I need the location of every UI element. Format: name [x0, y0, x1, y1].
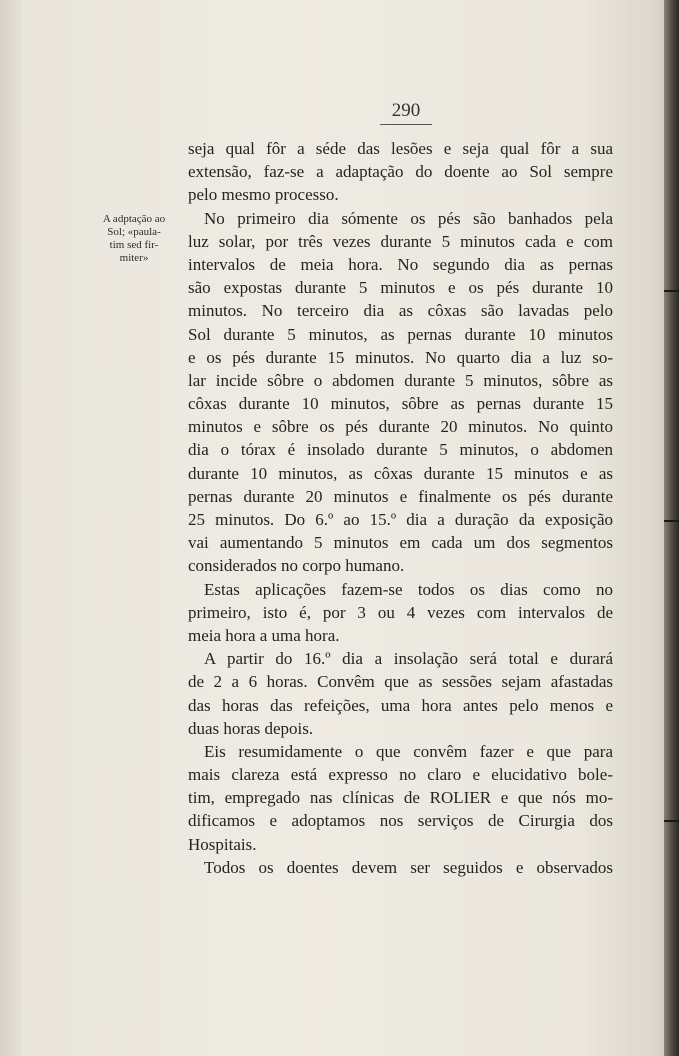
text-line: durante 10 minutos, as côxas durante 15 minutos e as: [188, 463, 613, 483]
edge-mark: [664, 290, 679, 292]
text-line: Eis resumidamente o que convêm fazer e que para: [204, 741, 613, 761]
text-line: seja qual fôr a séde das lesões e seja qual fôr a sua: [188, 139, 613, 158]
text-line: considerados no corpo humano.: [188, 556, 405, 576]
page-number: 290: [391, 100, 421, 121]
text-line: Hospitais.: [188, 834, 257, 854]
text-line: extensão, faz-se a adaptação do doente ao Sol sempre: [188, 162, 613, 182]
text-line: Sol durante 5 minutos, as pernas durante 10 minutos: [188, 324, 613, 344]
text-line: minutos. No terceiro dia as côxas são lavadas pelo: [188, 301, 613, 321]
page-number-rule: [380, 124, 432, 125]
adjacent-page-edge: [664, 0, 679, 1056]
text-line: das horas das refeições, uma hora antes pelo menos e: [188, 695, 613, 715]
text-line: são expostas durante 5 minutos e os pés durante 10: [188, 278, 613, 298]
edge-mark: [664, 820, 679, 822]
text-line: tim, empregado nas clínicas de ROLIER e que nós mo-: [188, 788, 613, 808]
body-text: [188, 137, 613, 879]
margin-note-line: tim sed fir-: [109, 239, 159, 251]
text-line: mais clareza está expresso no claro e elucidativo bole-: [188, 765, 613, 785]
text-line: pelo mesmo processo.: [188, 185, 339, 205]
text-line: primeiro, isto é, por 3 ou 4 vezes com intervalos de: [188, 602, 613, 622]
page-left-edge: [0, 0, 22, 1056]
text-line: e os pés durante 15 minutos. No quarto dia a luz so-: [188, 347, 613, 367]
text-line: dia o tórax é insolado durante 5 minutos, o abdomen: [188, 440, 613, 460]
text-line: A partir do 16.º dia a insolação será total e durará: [204, 649, 613, 669]
text-line: intervalos de meia hora. No segundo dia as pernas: [188, 254, 613, 274]
text-line: Todos os doentes devem ser seguidos e observados: [204, 857, 613, 877]
margin-note-line: A adptação ao: [102, 213, 166, 225]
margin-note-line: miter»: [119, 252, 149, 264]
text-line: côxas durante 10 minutos, sôbre as pernas durante 15: [188, 394, 613, 414]
text-line: meia hora a uma hora.: [188, 625, 340, 645]
text-line: lar incide sôbre o abdomen durante 5 minutos, sôbre as: [188, 370, 613, 390]
text-line: 25 minutos. Do 6.º ao 15.º dia a duração da exposição: [188, 510, 613, 529]
text-line: dificamos e adoptamos nos serviços de Cirurgia dos: [188, 811, 613, 831]
text-line: minutos e sôbre os pés durante 20 minutos. No quinto: [188, 417, 613, 437]
text-line: vai aumentando 5 minutos em cada um dos segmentos: [188, 533, 613, 553]
text-line: No primeiro dia sómente os pés são banhados pela: [204, 208, 613, 228]
text-line: luz solar, por três vezes durante 5 minutos cada e com: [188, 231, 613, 251]
text-line: Estas aplicações fazem-se todos os dias como no: [204, 579, 613, 599]
text-line: de 2 a 6 horas. Convêm que as sessões sejam afastadas: [188, 672, 613, 692]
text-line: pernas durante 20 minutos e finalmente os pés durante: [188, 486, 613, 506]
margin-note-line: Sol; «paula-: [107, 226, 161, 238]
edge-mark: [664, 520, 679, 522]
margin-note: [88, 213, 180, 265]
text-line: duas horas depois.: [188, 718, 314, 738]
